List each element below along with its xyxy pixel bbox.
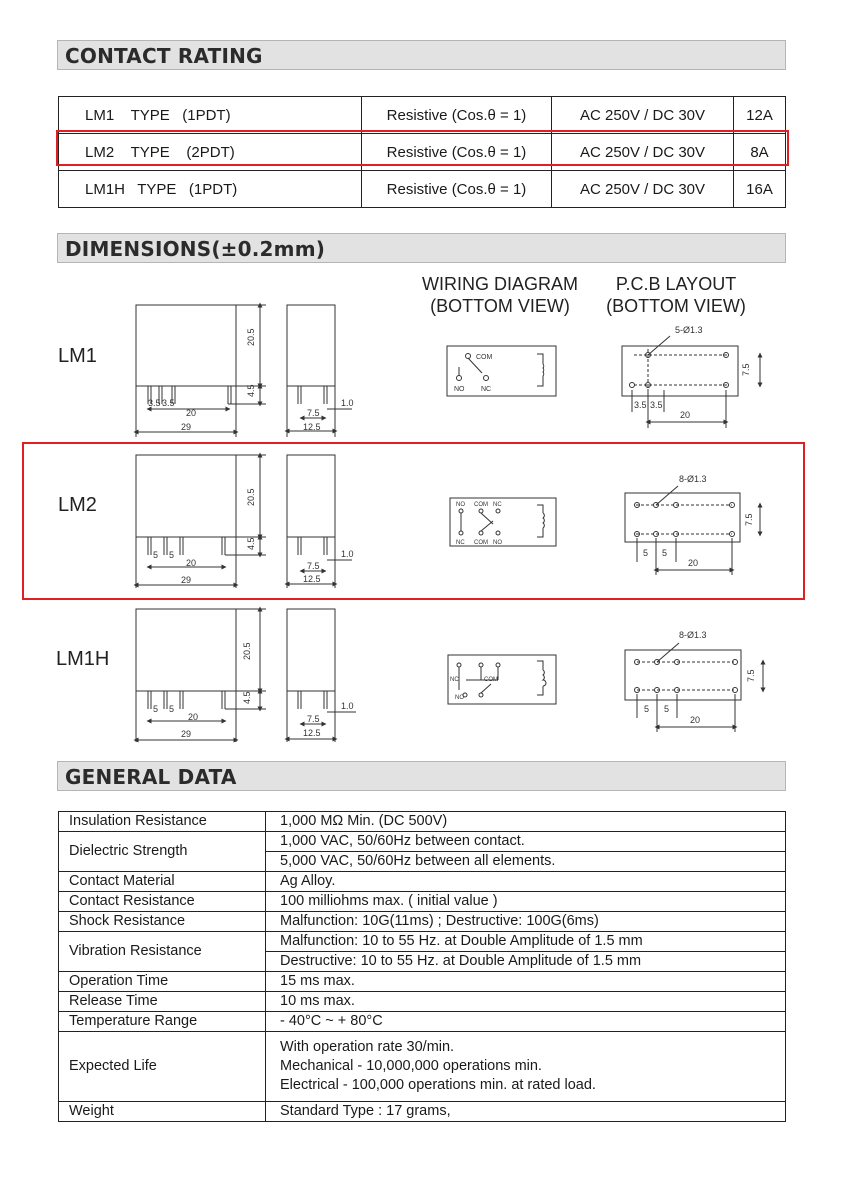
lm1-pitch2-label: 3.5 bbox=[162, 398, 175, 408]
rating-type: LM1 TYPE (1PDT) bbox=[59, 97, 362, 134]
general-value: 15 ms max. bbox=[266, 972, 786, 992]
general-value: Malfunction: 10 to 55 Hz. at Double Amplitude of 1.5 mm bbox=[266, 932, 786, 952]
table-row bbox=[59, 1032, 786, 1102]
lm1h-span-label: 20 bbox=[188, 712, 199, 722]
lm1-width2-label: 12.5 bbox=[303, 422, 321, 432]
general-value: Standard Type : 17 grams, bbox=[266, 1102, 786, 1122]
lm1-pitch1-label: 3.5 bbox=[148, 398, 161, 408]
general-data-header bbox=[57, 761, 786, 791]
lm2-pin-com-bottom: COM bbox=[474, 540, 488, 546]
general-value: Mechanical - 10,000,000 operations min. bbox=[280, 1058, 542, 1074]
general-value: 100 milliohms max. ( initial value ) bbox=[266, 892, 786, 912]
table-row bbox=[59, 992, 786, 1012]
rating-current: 16A bbox=[734, 171, 786, 208]
lm1h-wiring-diagram bbox=[448, 655, 556, 704]
lm1-front-view bbox=[136, 305, 266, 437]
general-value: Malfunction: 10G(11ms) ; Destructive: 100G(6ms) bbox=[266, 912, 786, 932]
lm1-pcb-height-label: 7.5 bbox=[741, 363, 751, 376]
general-label: Dielectric Strength bbox=[59, 832, 266, 872]
dimensions-title: DIMENSIONS(±0.2mm) bbox=[65, 237, 326, 261]
model-label-lm1: LM1 bbox=[58, 345, 97, 367]
lm1h-height-label: 20.5 bbox=[242, 642, 252, 660]
lm1-pin-no: NO bbox=[454, 386, 465, 393]
lm1h-pcb-span-label: 20 bbox=[690, 715, 701, 725]
general-value: 1,000 MΩ Min. (DC 500V) bbox=[266, 812, 786, 832]
lm1-pcb-pitch1-label: 3.5 bbox=[634, 400, 647, 410]
general-value: 1,000 VAC, 50/60Hz between contact. bbox=[266, 832, 786, 852]
lm1h-pcb-height-label: 7.5 bbox=[746, 669, 756, 682]
lm1-pcb-pitch2-label: 3.5 bbox=[650, 400, 663, 410]
general-value: Ag Alloy. bbox=[266, 872, 786, 892]
lm1-pcb-span-label: 20 bbox=[680, 410, 691, 420]
general-value: 10 ms max. bbox=[266, 992, 786, 1012]
lm2-pin-nc-bottom: NC bbox=[456, 540, 465, 546]
general-label: Contact Material bbox=[59, 872, 266, 892]
table-row bbox=[59, 892, 786, 912]
lm1h-pin-nc: NC bbox=[450, 677, 459, 683]
general-label: Contact Resistance bbox=[59, 892, 266, 912]
lm1h-pcb-pitch1-label: 5 bbox=[644, 704, 650, 714]
general-label: Vibration Resistance bbox=[59, 932, 266, 972]
wiring-header-line2: (BOTTOM VIEW) bbox=[430, 296, 570, 316]
lm1h-front-view bbox=[136, 609, 266, 742]
general-label: Expected Life bbox=[59, 1032, 266, 1102]
rating-load: Resistive (Cos.θ = 1) bbox=[362, 97, 552, 134]
table-row bbox=[59, 932, 786, 952]
lm2-pin-com-top: COM bbox=[474, 502, 488, 508]
lm2-pcb-pitch2-label: 5 bbox=[662, 548, 668, 558]
lm1-width1-label: 7.5 bbox=[307, 408, 320, 418]
lm2-pcb-pitch1-label: 5 bbox=[643, 548, 649, 558]
table-row bbox=[59, 1102, 786, 1122]
lm2-pcb-span-label: 20 bbox=[688, 558, 699, 568]
lm2-pin-no-top: NO bbox=[456, 502, 465, 508]
rating-load: Resistive (Cos.θ = 1) bbox=[362, 171, 552, 208]
lm2-pcb-height-label: 7.5 bbox=[744, 513, 754, 526]
rating-voltage: AC 250V / DC 30V bbox=[552, 97, 734, 134]
general-data-title: GENERAL DATA bbox=[65, 765, 237, 789]
pcb-header-line2: (BOTTOM VIEW) bbox=[606, 296, 746, 316]
lm2-pin-label: 1.0 bbox=[341, 549, 354, 559]
rating-voltage: AC 250V / DC 30V bbox=[552, 134, 734, 171]
general-label: Insulation Resistance bbox=[59, 812, 266, 832]
lm1-pcb-layout bbox=[622, 336, 760, 428]
lm1h-side-view bbox=[287, 609, 356, 742]
rating-voltage: AC 250V / DC 30V bbox=[552, 171, 734, 208]
general-label: Operation Time bbox=[59, 972, 266, 992]
lm1h-pin-com: COM bbox=[484, 677, 498, 683]
general-value: Destructive: 10 to 55 Hz. at Double Amplitude of 1.5 mm bbox=[266, 952, 786, 972]
table-row bbox=[59, 812, 786, 832]
lm2-span-label: 20 bbox=[186, 558, 197, 568]
lm2-front-view bbox=[136, 455, 266, 588]
lm1h-pin-no: NO bbox=[455, 695, 464, 701]
lm1-span-label: 20 bbox=[186, 408, 197, 418]
lm2-length-label: 29 bbox=[181, 575, 192, 585]
lm2-pin-nc-top: NC bbox=[493, 502, 502, 508]
lm1h-pin-label: 1.0 bbox=[341, 701, 354, 711]
lm1h-length-label: 29 bbox=[181, 729, 192, 739]
table-row bbox=[59, 872, 786, 892]
rating-load: Resistive (Cos.θ = 1) bbox=[362, 134, 552, 171]
contact-rating-title: CONTACT RATING bbox=[65, 44, 263, 68]
general-value: With operation rate 30/min. bbox=[280, 1039, 455, 1055]
lm2-holes-label: 8-Ø1.3 bbox=[679, 474, 707, 484]
lm1h-holes-label: 8-Ø1.3 bbox=[679, 630, 707, 640]
lm2-pitch2-label: 5 bbox=[169, 550, 175, 560]
lm2-pin-height-label: 4.5 bbox=[246, 537, 256, 550]
lm1h-width1-label: 7.5 bbox=[307, 714, 320, 724]
lm2-pin-no-bottom: NO bbox=[493, 540, 502, 546]
lm2-pitch1-label: 5 bbox=[153, 550, 159, 560]
rating-current: 8A bbox=[734, 134, 786, 171]
general-data-table bbox=[58, 811, 786, 1122]
lm2-wiring-diagram bbox=[450, 498, 556, 546]
rating-current: 12A bbox=[734, 97, 786, 134]
general-label: Weight bbox=[59, 1102, 266, 1122]
lm1-pin-nc: NC bbox=[481, 386, 492, 393]
general-label: Temperature Range bbox=[59, 1012, 266, 1032]
general-value-multiline bbox=[266, 1032, 786, 1102]
wiring-header-line1: WIRING DIAGRAM bbox=[422, 274, 578, 294]
lm2-width1-label: 7.5 bbox=[307, 561, 320, 571]
lm1-holes-label: 5-Ø1.3 bbox=[675, 325, 703, 335]
lm2-height-label: 20.5 bbox=[246, 488, 256, 506]
lm1h-pitch1-label: 5 bbox=[153, 704, 159, 714]
table-row bbox=[59, 1012, 786, 1032]
lm1h-width2-label: 12.5 bbox=[303, 728, 321, 738]
table-row bbox=[59, 912, 786, 932]
lm1-pin-label: 1.0 bbox=[341, 398, 354, 408]
general-value: Electrical - 100,000 operations min. at rated load. bbox=[280, 1077, 596, 1093]
lm2-width2-label: 12.5 bbox=[303, 574, 321, 584]
model-label-lm2: LM2 bbox=[58, 494, 97, 516]
lm1-length-label: 29 bbox=[181, 422, 192, 432]
general-value: - 40°C ~ + 80°C bbox=[266, 1012, 786, 1032]
lm1h-pitch2-label: 5 bbox=[169, 704, 175, 714]
rating-type: LM2 TYPE (2PDT) bbox=[59, 134, 362, 171]
pcb-header-line1: P.C.B LAYOUT bbox=[615, 274, 737, 294]
lm1-height-label: 20.5 bbox=[246, 328, 256, 346]
rating-type: LM1H TYPE (1PDT) bbox=[59, 171, 362, 208]
general-label: Shock Resistance bbox=[59, 912, 266, 932]
lm1h-pin-height-label: 4.5 bbox=[242, 691, 252, 704]
general-label: Release Time bbox=[59, 992, 266, 1012]
model-label-lm1h: LM1H bbox=[56, 648, 110, 670]
table-row bbox=[59, 832, 786, 852]
table-row bbox=[59, 972, 786, 992]
lm1-pin-com: COM bbox=[476, 354, 493, 361]
lm1h-pcb-pitch2-label: 5 bbox=[664, 704, 670, 714]
general-value: 5,000 VAC, 50/60Hz between all elements. bbox=[266, 852, 786, 872]
lm1-pin-height-label: 4.5 bbox=[246, 384, 256, 397]
